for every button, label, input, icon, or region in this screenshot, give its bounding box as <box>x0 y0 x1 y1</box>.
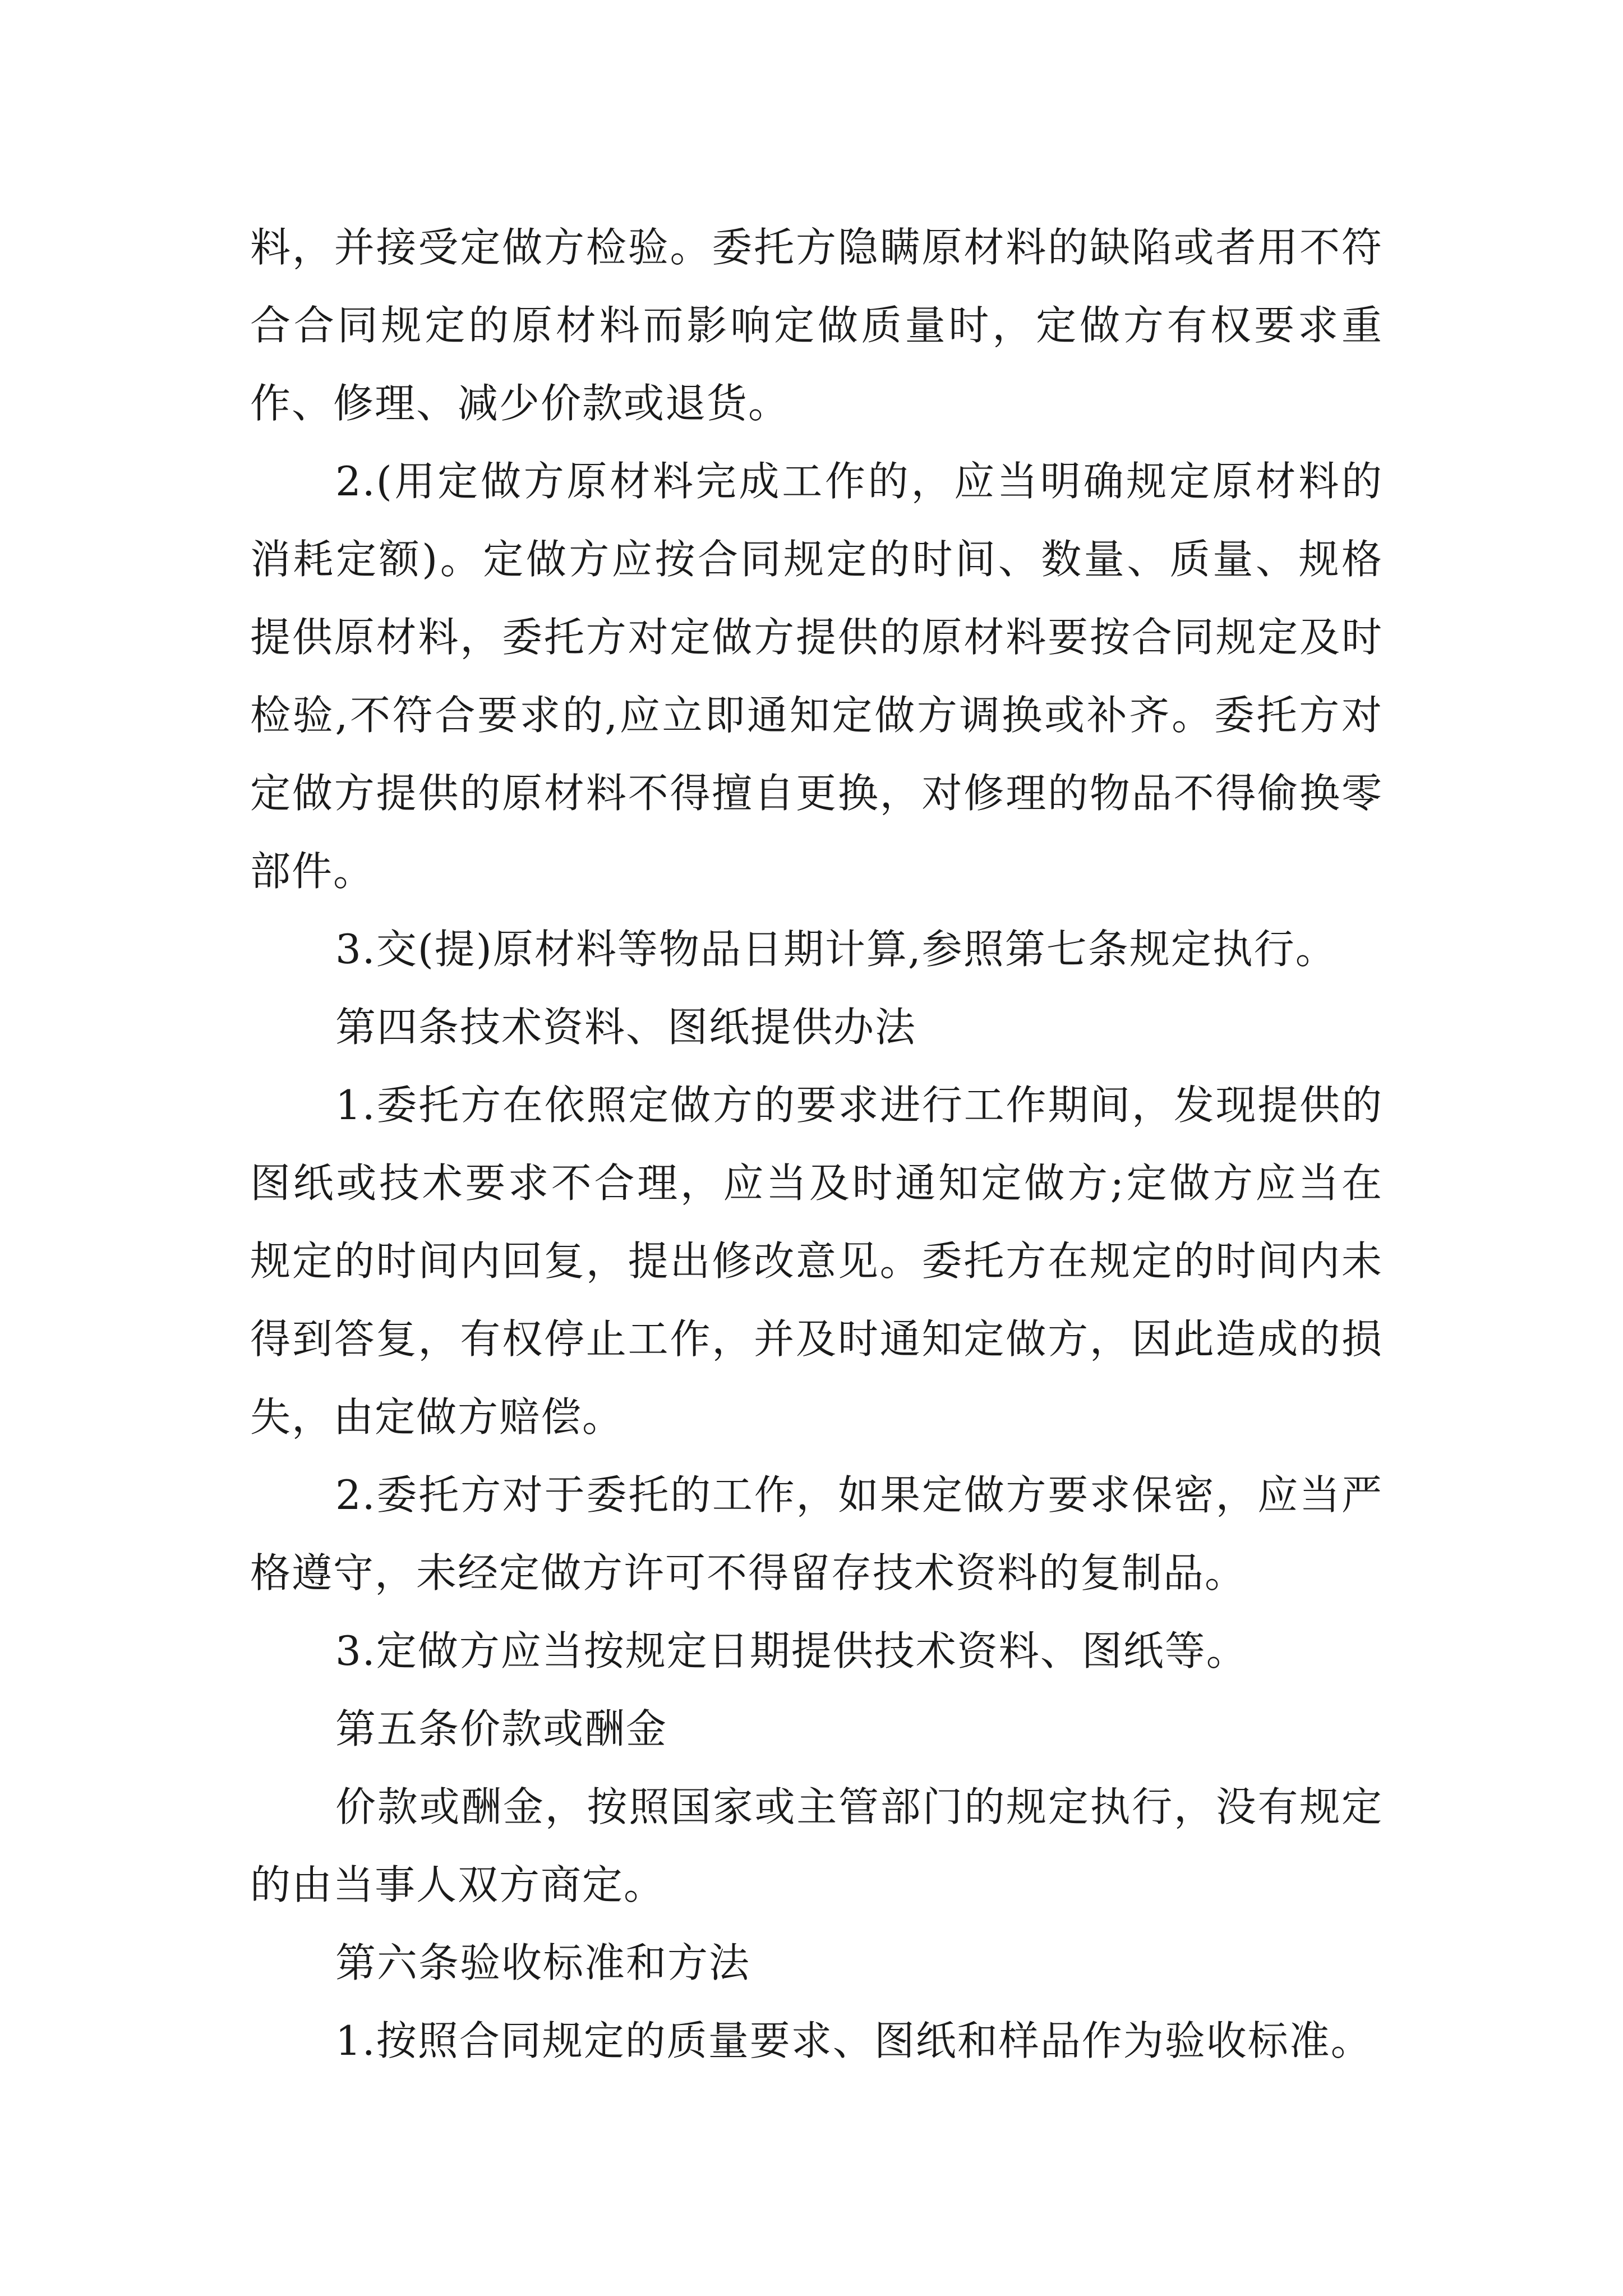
paragraph-article-4-item-2: 2.委托方对于委托的工作，如果定做方要求保密，应当严格遵守，未经定做方许可不得留存技术资料的复制品。 <box>250 1471 1383 1596</box>
paragraph-article-5-body: 价款或酬金，按照国家或主管部门的规定执行，没有规定的由当事人双方商定。 <box>250 1783 1383 1908</box>
paragraph-article-4-item-3: 3.定做方应当按规定日期提供技术资料、图纸等。 <box>335 1627 1248 1674</box>
section-heading-article-4: 第四条技术资料、图纸提供办法 <box>335 1004 917 1051</box>
paragraph-article-6-item-1: 1.按照合同规定的质量要求、图纸和样品作为验收标准。 <box>335 2017 1372 2064</box>
section-heading-article-6: 第六条验收标准和方法 <box>335 1939 751 1986</box>
paragraph-item-2: 2.(用定做方原材料完成工作的，应当明确规定原材料的消耗定额)。定做方应按合同规定的时间、数量、质量、规格提供原材料，委托方对定做方提供的原材料要按合同规定及时检验,不符合要求的,应立即通知定做方调换或补齐。委托方对定做方提供的原材料不得擅自更换，对修理的物品不得偷换零部件。 <box>250 458 1383 895</box>
paragraph-item-3: 3.交(提)原材料等物品日期计算,参照第七条规定执行。 <box>335 926 1337 973</box>
paragraph-continuation: 料，并接受定做方检验。委托方隐瞒原材料的缺陷或者用不符合合同规定的原材料而影响定做质量时，定做方有权要求重作、修理、减少价款或退货。 <box>250 224 1383 427</box>
paragraph-article-4-item-1: 1.委托方在依照定做方的要求进行工作期间，发现提供的图纸或技术要求不合理，应当及时通知定做方;定做方应当在规定的时间内回复，提出修改意见。委托方在规定的时间内未得到答复，有权停止工作，并及时通知定做方，因此造成的损失，由定做方赔偿。 <box>250 1082 1383 1441</box>
section-heading-article-5: 第五条价款或酬金 <box>335 1705 668 1752</box>
document-page <box>250 209 1383 2080</box>
